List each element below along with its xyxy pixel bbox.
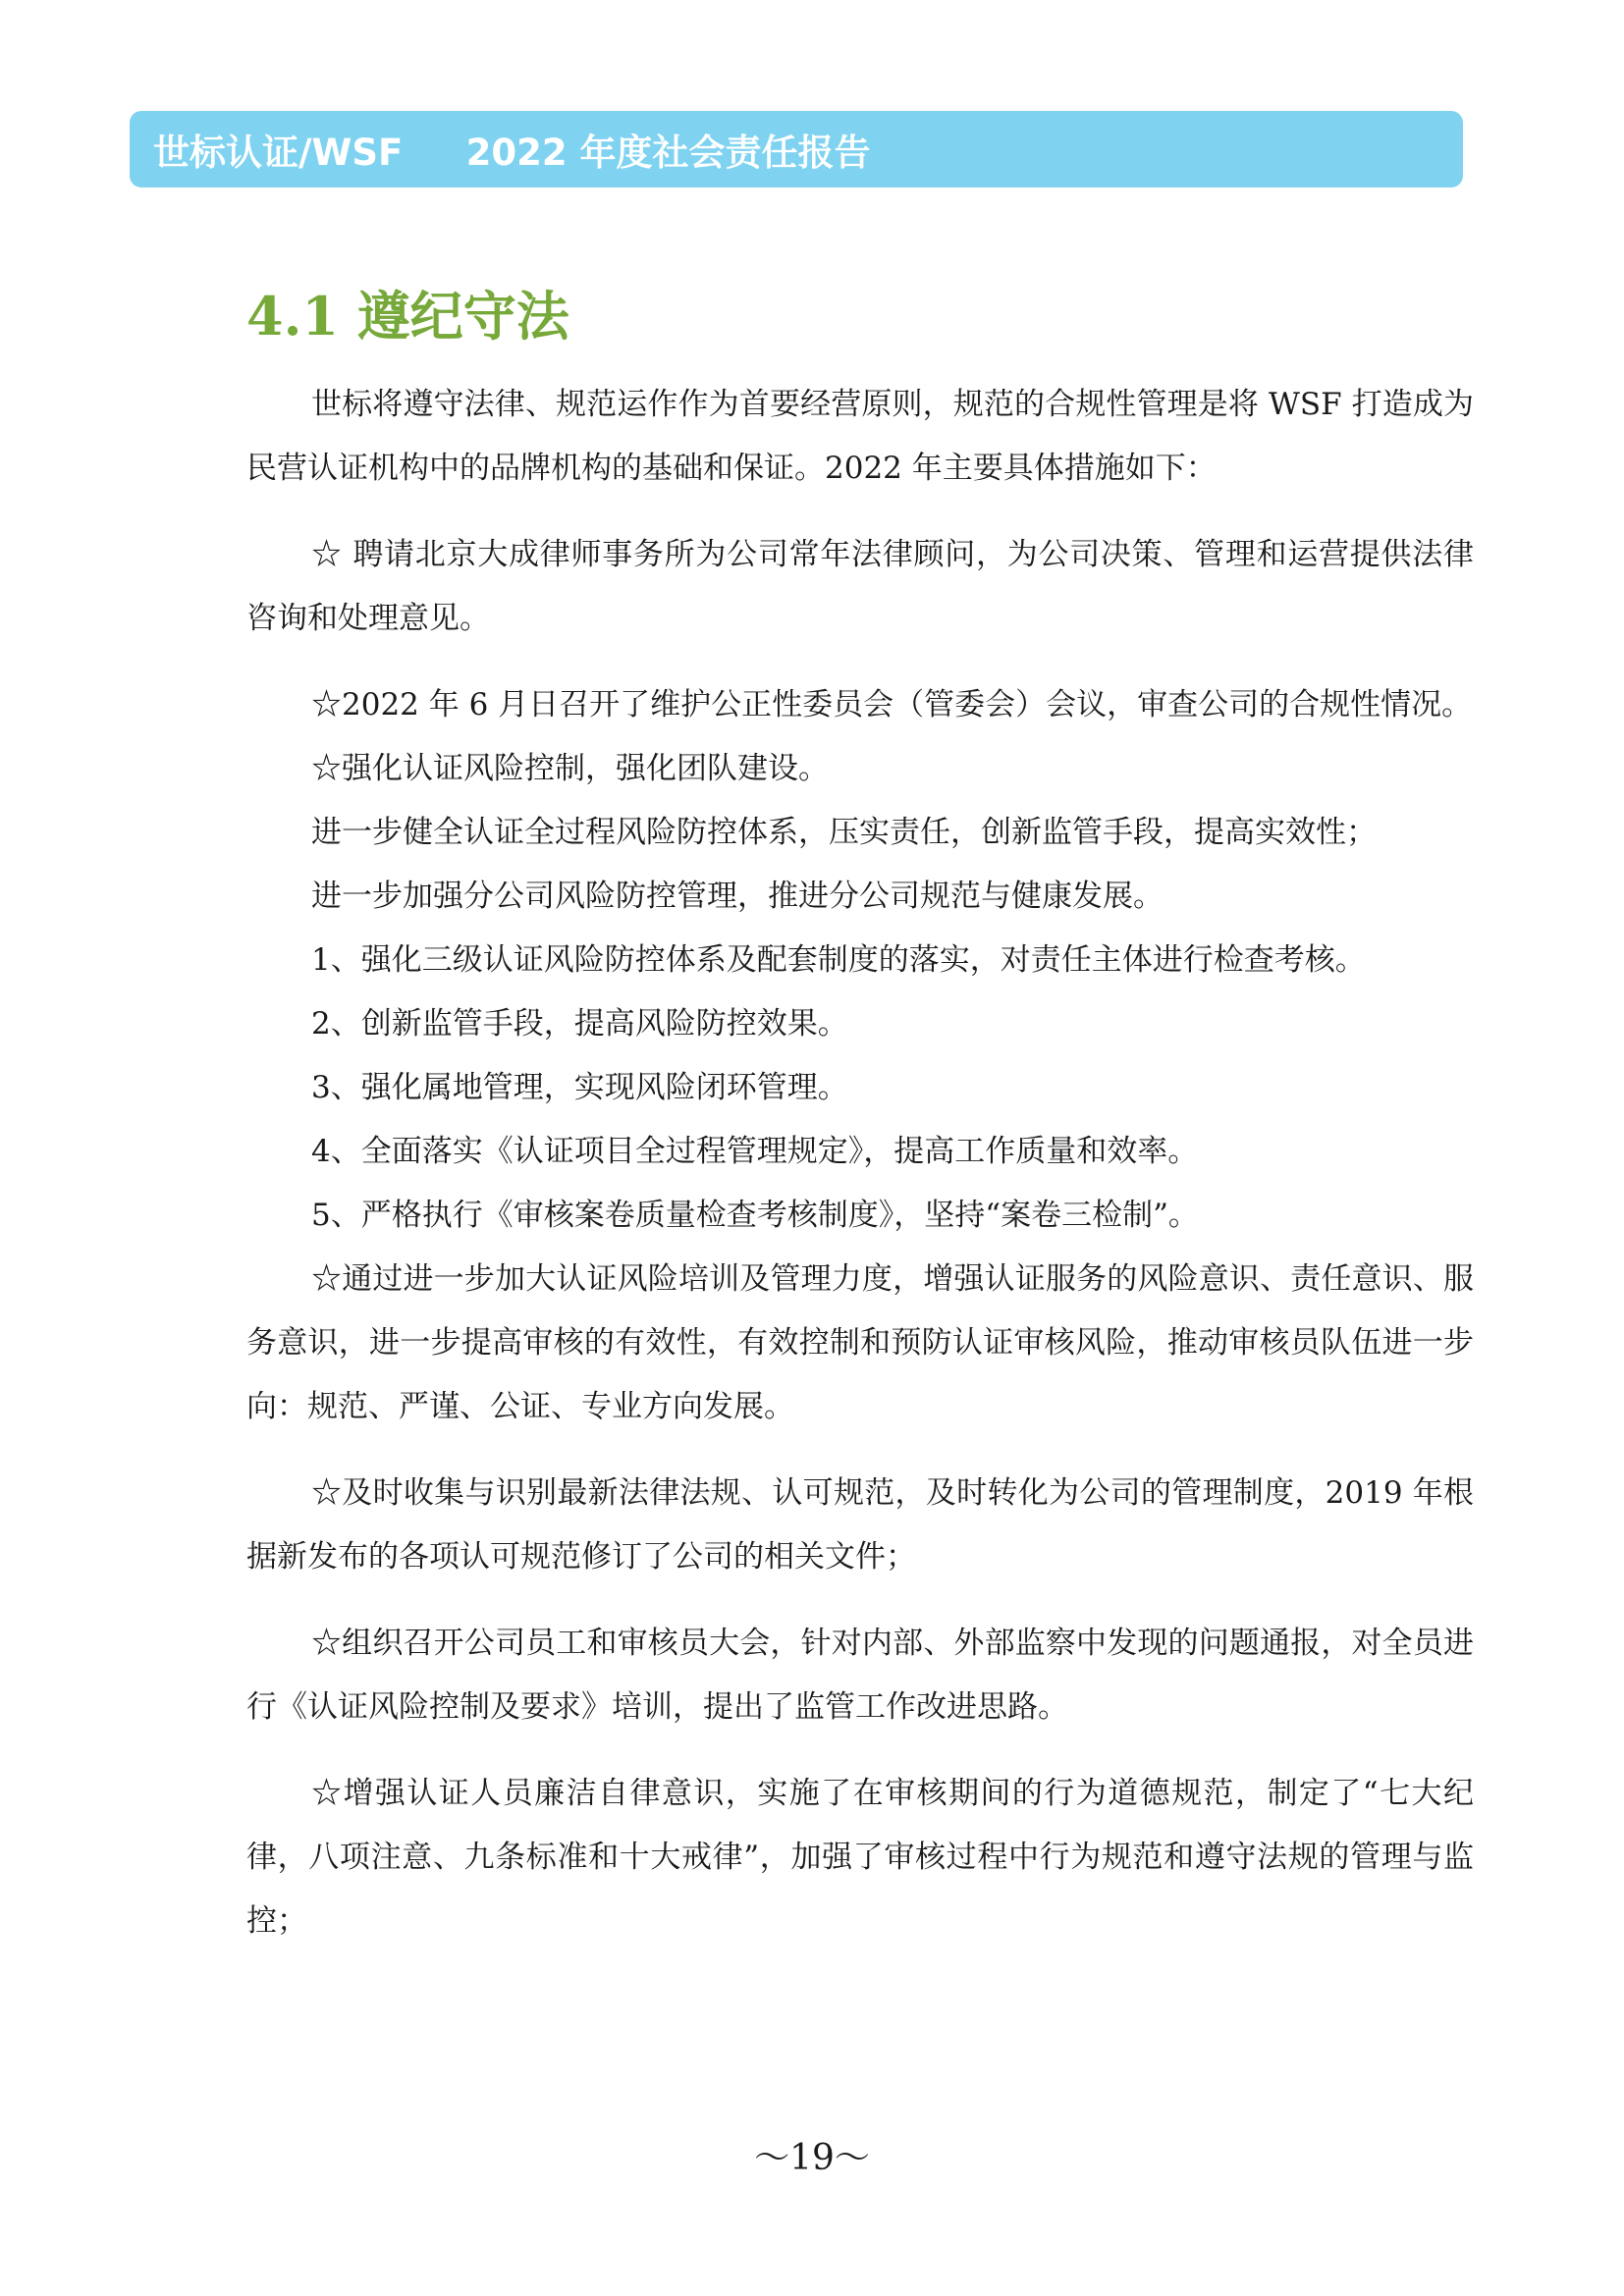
paragraph-integrity: ☆增强认证人员廉洁自律意识，实施了在审核期间的行为道德规范，制定了“七大纪律，八项注意、九条标准和十大戒律”，加强了审核过程中行为规范和遵守法规的管理与监控；	[246, 1776, 1474, 1939]
list-item-1: 1、强化三级认证风险防控体系及配套制度的落实，对责任主体进行检查考核。	[311, 942, 1366, 978]
section-title: 4.1 遵纪守法	[246, 285, 569, 347]
paragraph-training: ☆通过进一步加大认证风险培训及管理力度，增强认证服务的风险意识、责任意识、服务意识，进一步提高审核的有效性，有效控制和预防认证审核风险，推动审核员队伍进一步向：规范、严谨、公证、专业方向发展。	[246, 1261, 1474, 1424]
paragraph-risk-control: ☆强化认证风险控制，强化团队建设。	[311, 751, 829, 786]
paragraph-risk-system: 进一步健全认证全过程风险防控体系，压实责任，创新监管手段，提高实效性；	[311, 815, 1377, 850]
list-item-4: 4、全面落实《认证项目全过程管理规定》，提高工作质量和效率。	[311, 1134, 1199, 1169]
paragraph-intro: 世标将遵守法律、规范运作作为首要经营原则，规范的合规性管理是将 WSF 打造成为民营认证机构中的品牌机构的基础和保证。2022 年主要具体措施如下：	[246, 387, 1474, 486]
page-number: ～19～	[754, 2138, 870, 2178]
list-item-3: 3、强化属地管理，实现风险闭环管理。	[311, 1070, 848, 1105]
list-item-5: 5、严格执行《审核案卷质量检查考核制度》，坚持“案卷三检制”。	[311, 1198, 1199, 1233]
paragraph-legal-counsel: ☆ 聘请北京大成律师事务所为公司常年法律顾问，为公司决策、管理和运营提供法律咨询和处理意见。	[246, 537, 1474, 636]
paragraph-branch-management: 进一步加强分公司风险防控管理，推进分公司规范与健康发展。	[311, 879, 1164, 914]
report-header-bar	[130, 111, 1463, 187]
body-content	[246, 373, 1474, 1953]
paragraph-regulations: ☆及时收集与识别最新法律法规、认可规范，及时转化为公司的管理制度，2019 年根据新发布的各项认可规范修订了公司的相关文件；	[246, 1475, 1474, 1575]
report-header-title: 世标认证/WSF 2022 年度社会责任报告	[153, 132, 871, 174]
list-item-2: 2、创新监管手段，提高风险防控效果。	[311, 1006, 848, 1041]
paragraph-impartiality-committee: ☆2022 年 6 月日召开了维护公正性委员会（管委会）会议，审查公司的合规性情况。	[311, 687, 1473, 722]
paragraph-staff-meeting: ☆组织召开公司员工和审核员大会，针对内部、外部监察中发现的问题通报，对全员进行《认证风险控制及要求》培训，提出了监管工作改进思路。	[246, 1626, 1474, 1725]
